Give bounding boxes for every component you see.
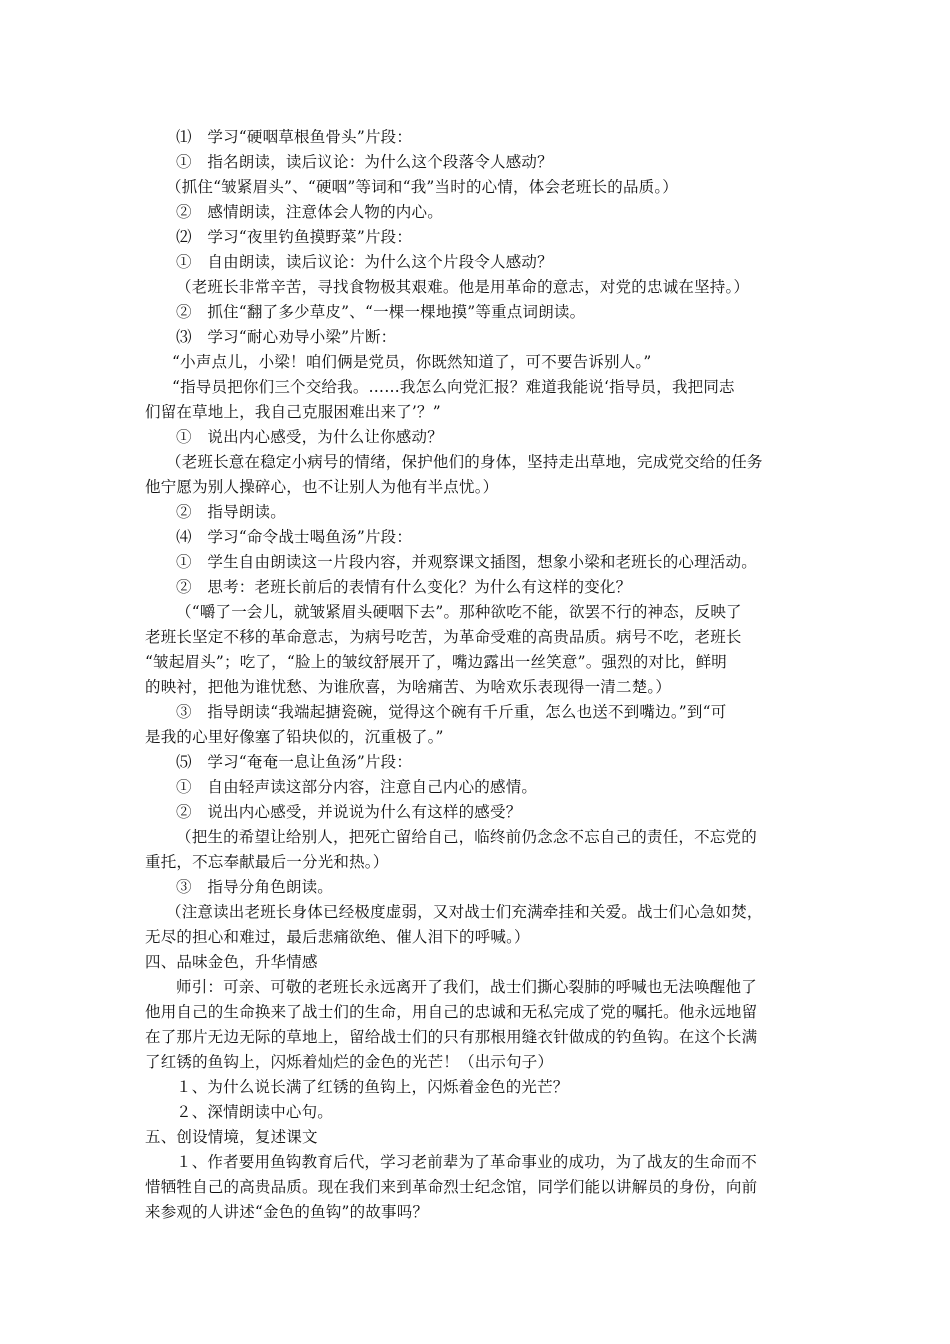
text-line: ① 学生自由朗读这一片段内容，并观察课文插图，想象小梁和老班长的心理活动。 bbox=[176, 553, 757, 571]
text-line: ③ 指导朗读“我端起搪瓷碗，觉得这个碗有千斤重，怎么也送不到嘴边。”到“可 bbox=[176, 703, 727, 721]
text-line: 来参观的人讲述“金色的鱼钩”的故事吗？ bbox=[145, 1203, 429, 1221]
text-line: 的映衬，把他为谁忧愁、为谁欣喜，为啥痛苦、为啥欢乐表现得一清二楚。） bbox=[145, 678, 672, 696]
text-line: 们留在草地上，我自己克服困难出来了’？” bbox=[145, 403, 441, 421]
section-heading: 五、创设情境，复述课文 bbox=[145, 1128, 318, 1146]
text-line: ⑴ 学习“硬咽草根鱼骨头”片段： bbox=[176, 128, 413, 146]
text-line: （老班长意在稳定小病号的情绪，保护他们的身体，坚持走出草地，完成党交给的任务 bbox=[166, 453, 763, 471]
text-line: “皱起眉头”；吃了，“脸上的皱纹舒展开了，嘴边露出一丝笑意”。强烈的对比，鲜明 bbox=[145, 653, 727, 671]
text-line: ⑵ 学习“夜里钓鱼摸野菜”片段： bbox=[176, 228, 413, 246]
section-heading: 四、品味金色，升华情感 bbox=[145, 953, 318, 971]
text-line: 师引：可亲、可敬的老班长永远离开了我们，战士们撕心裂肺的呼喊也无法唤醒他了 bbox=[176, 978, 757, 996]
text-line: ① 自由朗读，读后议论：为什么这个片段令人感动？ bbox=[176, 253, 553, 271]
text-line: ① 说出内心感受，为什么让你感动？ bbox=[176, 428, 443, 446]
text-line: ① 指名朗读，读后议论：为什么这个段落令人感动？ bbox=[176, 153, 553, 171]
text-line: 老班长坚定不移的革命意志，为病号吃苦，为革命受难的高贵品质。病号不吃，老班长 bbox=[145, 628, 742, 646]
text-line: ② 指导朗读。 bbox=[176, 503, 286, 521]
text-line: ２、深情朗读中心句。 bbox=[176, 1103, 334, 1121]
text-line: （抓住“皱紧眉头”、“硬咽”等词和“我”当时的心情，体会老班长的品质。） bbox=[166, 178, 678, 196]
text-line: １、为什么说长满了红锈的鱼钩上，闪烁着金色的光芒？ bbox=[176, 1078, 569, 1096]
text-line: ② 感情朗读，注意体会人物的内心。 bbox=[176, 203, 443, 221]
text-line: （把生的希望让给别人，把死亡留给自己，临终前仍念念不忘自己的责任，不忘党的 bbox=[176, 828, 757, 846]
text-line: ⑶ 学习“耐心劝导小梁”片断： bbox=[176, 328, 397, 346]
text-line: 惜牺牲自己的高贵品质。现在我们来到革命烈士纪念馆，同学们能以讲解员的身份，向前 bbox=[145, 1178, 758, 1196]
text-line: 了红锈的鱼钩上，闪烁着灿烂的金色的光芒！（出示句子） bbox=[145, 1053, 554, 1071]
text-line: 是我的心里好像塞了铅块似的，沉重极了。” bbox=[145, 728, 444, 746]
text-line: 他宁愿为别人操碎心，也不让别人为他有半点忧。） bbox=[145, 478, 499, 496]
text-line: 他用自己的生命换来了战士们的生命，用自己的忠诚和无私完成了党的嘱托。他永远地留 bbox=[145, 1003, 758, 1021]
text-line: “指导员把你们三个交给我。……我怎么向党汇报？难道我能说‘指导员，我把同志 bbox=[172, 378, 735, 396]
text-line: “小声点儿，小梁！咱们俩是党员，你既然知道了，可不要告诉别人。” bbox=[172, 353, 652, 371]
text-line: 在了那片无边无际的草地上，留给战士们的只有那根用缝衣针做成的钓鱼钩。在这个长满 bbox=[145, 1028, 758, 1046]
text-line: （老班长非常辛苦，寻找食物极其艰难。他是用革命的意志，对党的忠诚在坚持。） bbox=[176, 278, 750, 296]
text-line: ② 抓住“翻了多少草皮”、“一棵一棵地摸”等重点词朗读。 bbox=[176, 303, 586, 321]
text-line: １、作者要用鱼钩教育后代，学习老前辈为了革命事业的成功，为了战友的生命而不 bbox=[176, 1153, 757, 1171]
text-line: ① 自由轻声读这部分内容，注意自己内心的感情。 bbox=[176, 778, 538, 796]
text-line: 重托，不忘奉献最后一分光和热。） bbox=[145, 853, 389, 871]
text-line: （“嚼了一会儿，就皱紧眉头硬咽下去”。那种欲吃不能，欲罢不行的神态，反映了 bbox=[176, 603, 742, 621]
text-line: ③ 指导分角色朗读。 bbox=[176, 878, 334, 896]
text-line: 无尽的担心和难过，最后悲痛欲绝、催人泪下的呼喊。） bbox=[145, 928, 530, 946]
text-line: ② 思考：老班长前后的表情有什么变化？为什么有这样的变化？ bbox=[176, 578, 632, 596]
text-line: ⑸ 学习“奄奄一息让鱼汤”片段： bbox=[176, 753, 413, 771]
text-line: ⑷ 学习“命令战士喝鱼汤”片段： bbox=[176, 528, 413, 546]
text-line: ② 说出内心感受，并说说为什么有这样的感受？ bbox=[176, 803, 522, 821]
text-line: （注意读出老班长身体已经极度虚弱，又对战士们充满牵挂和关爱。战士们心急如焚， bbox=[166, 903, 763, 921]
